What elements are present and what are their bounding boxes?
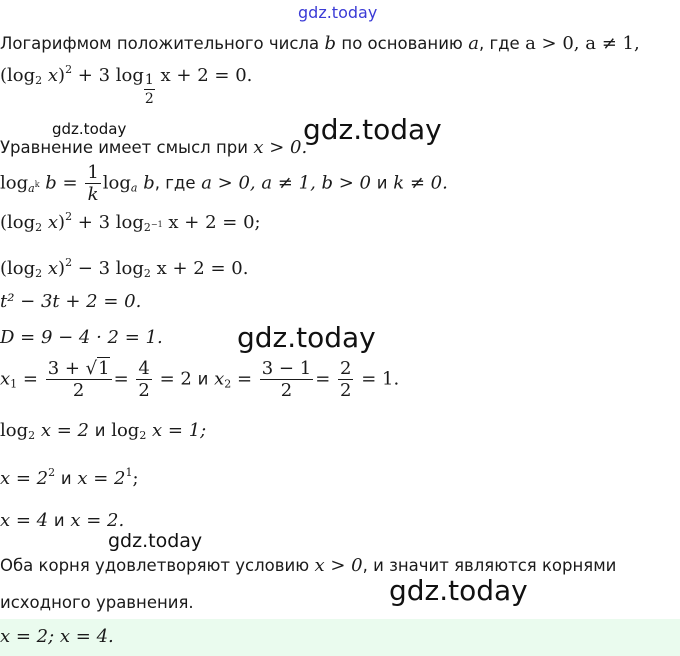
watermark: gdz.today xyxy=(108,530,203,552)
fraction-2-2: $\frac{2}{2}$ xyxy=(340,358,352,401)
watermark: gdz.today xyxy=(389,574,528,607)
answer-box xyxy=(0,619,680,656)
power-equations: $x = 2^2$ и $x = 2^1$; xyxy=(0,466,139,489)
log-eq-1: x = 2 xyxy=(40,420,89,441)
base-condition: a > 0, a ≠ 1, xyxy=(525,33,640,54)
original-equation: ($\log_2$ x)$^2$ + 3 log $\frac{1}{2}$ x + 2 = 0. xyxy=(0,63,253,107)
domain-text: Уравнение имеет смысл при xyxy=(0,138,248,157)
log-property: $\log_{a^k} b$ = $\frac{1}{k}$ $\log_a b$, где a > 0, a ≠ 1, b > 0 и k ≠ 0. xyxy=(0,162,448,205)
equation-step-1: ($\log_2$ x)$^2$ + 3 $\log_{2^{-1}} x + 2 = 0$; xyxy=(0,210,261,234)
definition-text: Логарифмом положительного числа xyxy=(0,34,320,53)
definition-line xyxy=(0,33,640,54)
equation-step-2: ($\log_2$ x)$^2$ − 3 $\log_2 x + 2 = 0$. xyxy=(0,256,249,280)
where-text-2: , где xyxy=(154,173,196,193)
property-condition: a > 0, a ≠ 1, b > 0 xyxy=(201,172,372,194)
fraction-4-2: $\frac{4}{2}$ xyxy=(138,358,150,401)
power-eq-2: x = 2 xyxy=(77,468,126,489)
conclusion-text-2: , и значит являются корнями xyxy=(362,556,617,575)
conclusion-line-1 xyxy=(0,555,616,576)
and-text-2: и xyxy=(197,369,209,389)
domain-line xyxy=(0,137,307,158)
conclusion-line-2: исходного уравнения. xyxy=(0,593,194,612)
conclusion-condition: x > 0 xyxy=(314,555,363,576)
log-equations: $\log_2 x = 2$ и $\log_2 x = 1$; xyxy=(0,420,207,442)
power-eq-1: x = 2 xyxy=(0,468,49,489)
equation-mid-2: − 3 log xyxy=(77,258,144,279)
equation-rest-2: x + 2 = 0. xyxy=(156,258,249,279)
final-value-2: x = 2. xyxy=(70,510,125,531)
fraction-1-over-k: $\frac{1}{k}$ xyxy=(87,162,99,205)
equation-rest-1: x + 2 = 0; xyxy=(168,212,261,233)
final-value-1: x = 4 xyxy=(0,510,49,531)
root-value-1: = 2 xyxy=(159,368,192,390)
definition-text-2: по основанию xyxy=(341,34,463,53)
and-text: и xyxy=(376,173,388,193)
discriminant: D = 9 − 4 · 2 = 1. xyxy=(0,327,163,348)
answer-text: x = 2; x = 4. xyxy=(0,626,114,647)
fraction-root-2: $\frac{3 - 1}{2}$ xyxy=(261,358,312,401)
roots-line: $x_1$ = $\frac{3 + √1}{2}$ = $\frac{4}{2}$ = 2 и $x_2$ = $\frac{3 - 1}{2}$ = $\frac{2}{2}$ = 1. xyxy=(0,358,400,401)
equation-rest: x + 2 = 0. xyxy=(160,65,253,86)
substitution-equation: t² − 3t + 2 = 0. xyxy=(0,291,142,312)
final-values xyxy=(0,510,124,531)
root-value-2: = 1. xyxy=(361,368,400,390)
var-a: a xyxy=(468,33,479,54)
and-text-5: и xyxy=(53,511,65,530)
domain-condition: x > 0. xyxy=(253,137,308,158)
and-text-3: и xyxy=(94,421,106,440)
watermark: gdz.today xyxy=(52,120,127,138)
and-text-4: и xyxy=(60,469,72,488)
log-eq-2: x = 1; xyxy=(152,420,207,441)
watermark: gdz.today xyxy=(303,113,442,146)
where-text: , где xyxy=(478,34,520,53)
watermark-top: gdz.today xyxy=(298,3,378,22)
fraction-root-1: $\frac{3 + √1}{2}$ xyxy=(47,358,110,401)
k-condition: k ≠ 0. xyxy=(393,172,448,194)
conclusion-text-1: Оба корня удовлетворяют условию xyxy=(0,556,310,575)
watermark: gdz.today xyxy=(237,321,376,354)
var-b: b xyxy=(324,33,336,54)
fraction-half: $\frac{1}{2}$ xyxy=(144,72,154,107)
